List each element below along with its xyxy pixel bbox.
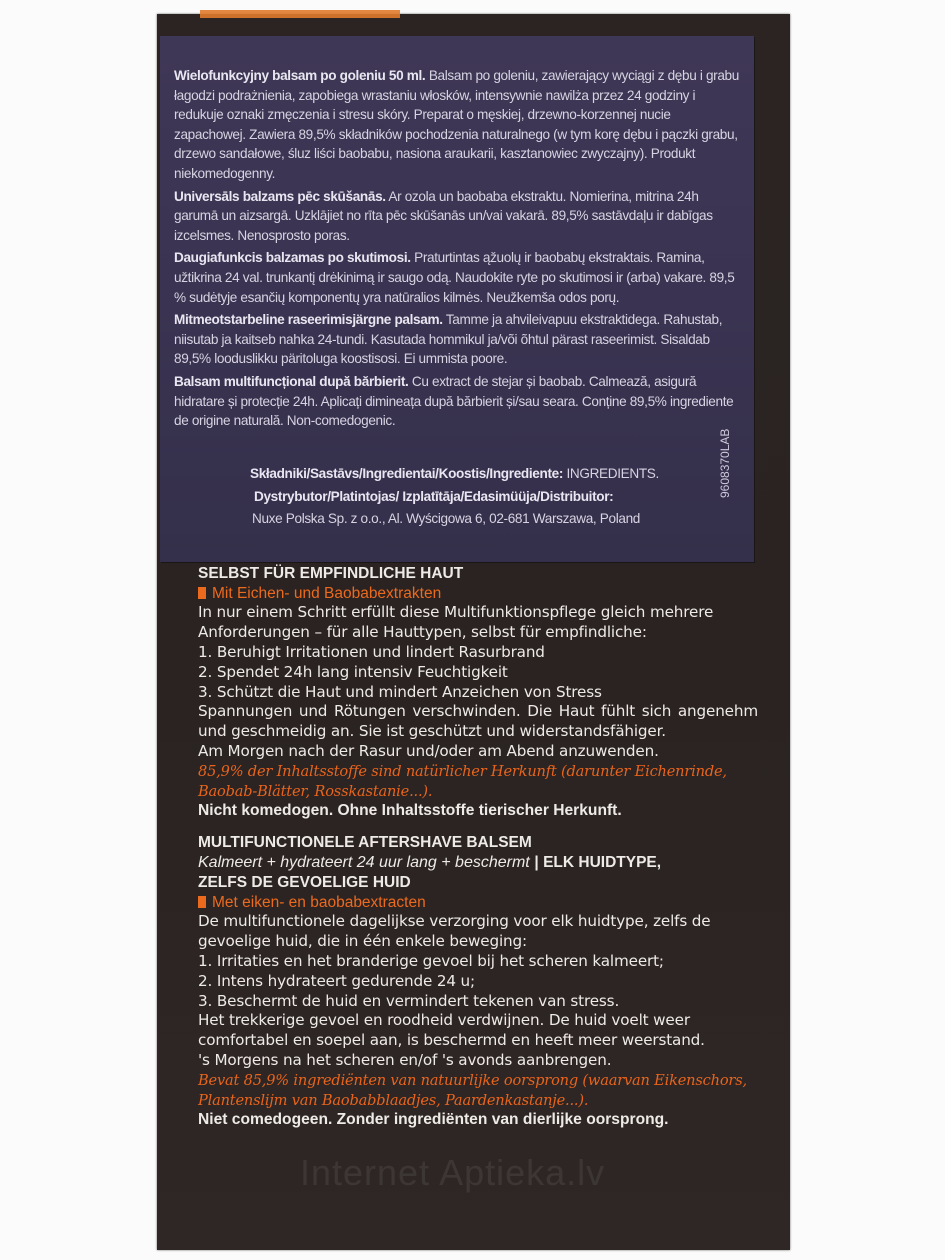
de-natural: 85,9% der Inhaltsstoffe sind natürlicher Herkunft (darunter Eichenrinde, Baobab-Blätter, Rosskastanie...). [198, 762, 727, 800]
de-usage: Am Morgen nach der Rasur und/oder am Abend anzuwenden. [198, 741, 659, 760]
de-item-3: 3. Schützt die Haut und mindert Anzeichen von Stress [198, 682, 602, 701]
sticker-text [174, 66, 740, 434]
de-item-1: 1. Beruhigt Irritationen und lindert Rasurbrand [198, 642, 545, 661]
de-intro: In nur einem Schritt erfüllt diese Multifunktionspflege gleich mehrere Anforderungen – für alle Hauttypen, selbst für empfindliche: [198, 603, 714, 642]
nl-usage: 's Morgens na het scheren en/of 's avonds aanbrengen. [198, 1050, 612, 1069]
nl-item-1: 1. Irritaties en het branderige gevoel bij het scheren kalmeert; [198, 951, 664, 970]
nl-intro: De multifunctionele dagelijkse verzorging voor elk huidtype, zelfs de gevoelige huid, die in één enkele beweging: [198, 912, 711, 951]
de-no-comedo: Nicht komedogen. Ohne Inhaltsstoffe tierischer Herkunft. [198, 802, 622, 820]
nl-body: Het trekkerige gevoel en roodheid verdwijnen. De huid voelt weer comfortabel en soepel aan, is beschermd en heeft meer weerstand. [198, 1011, 705, 1050]
nl-item-2: 2. Intens hydrateert gedurende 24 u; [198, 971, 475, 990]
sticker-lv: Universāls balzams pēc skūšanās. Ar ozola un baobaba ekstraktu. Nomierina, mitrina 24h garumā un aizsargā. Uzklājiet no rīta pēc skūšanās un/vai vakarā. 89,5% sastāvdaļu ir dabīgas izcelsmes. Nenosprosto poras. [174, 188, 713, 243]
de-body: Spannungen und Rötungen verschwinden. Die Haut fühlt sich angenehm und geschmeidig an. Sie ist geschützt und widerstandsfähiger. [198, 702, 758, 741]
distributor-sticker [160, 36, 754, 562]
de-extract-line: Mit Eichen- und Baobabextrakten [198, 584, 758, 604]
sticker-ro: Balsam multifuncțional după bărbierit. Cu extract de stejar și baobab. Calmează, asigură hidratare și protecție 24h. Aplicați dimineața după bărbierit și/sau seara. Conține 89,5% ingrediente de origine naturală. Non-comedogenic. [174, 373, 734, 429]
nl-title: MULTIFUNCTIONELE AFTERSHAVE BALSEM [198, 834, 532, 852]
watermark: Internet Aptieka.lv [300, 1152, 606, 1193]
sticker-distributor-address: Nuxe Polska Sp. z o.o., Al. Wyścigowa 6, 02-681 Warszawa, Poland [252, 511, 641, 527]
sticker-ingredients: Składniki/Sastāvs/Ingredientai/Koostis/Ingrediente: INGREDIENTS. [250, 466, 659, 481]
spacer [198, 821, 758, 833]
nl-item-3: 3. Beschermt de huid en vermindert tekenen van stress. [198, 991, 620, 1010]
nl-natural: Bevat 85,9% ingrediënten van natuurlijke oorsprong (waarvan Eikenschors, Plantenslijm van Baobabblaadjes, Paardenkastanje...). [198, 1071, 747, 1109]
de-item-2: 2. Spendet 24h lang intensiv Feuchtigkeit [198, 662, 508, 681]
sticker-pl: Wielofunkcyjny balsam po goleniu 50 ml. Balsam po goleniu, zawierający wyciągi z dębu i grabu łagodzi podrażnienia, zapobiega wrastaniu włosków, intensywnie nawilża przez 24 godziny i redukuje oznaki zmęczenia i stresu skóry. Preparat o męskiej, drzewno-korzennej nucie zapachowej. Zawiera 89,5% składników pochodzenia naturalnego (w tym korę dębu i pączki grabu, drzewo sandałowe, śluz liści baobabu, nasiona araukarii, kasztanowiec zwyczajny). Produkt niekomedogenny. [174, 68, 739, 181]
sticker-lt: Daugiafunkcis balzamas po skutimosi. Praturtintas ąžuolų ir baobabų ekstraktais. Ramina, užtikrina 24 val. trunkantį drėkinimą ir saugo odą. Naudokite ryte po skutimosi ir (arba) vakare. 89,5 % sudėtyje esančių komponentų yra natūralios kilmės. Neužkemša odos porų. [174, 250, 735, 305]
nl-claims-line: Kalmeert + hydrateert 24 uur lang + beschermt | ELK HUIDTYPE, [198, 853, 662, 871]
nl-no-comedo: Niet comedogeen. Zonder ingrediënten van dierlijke oorsprong. [198, 1111, 669, 1129]
german-dutch-text-block [198, 552, 758, 1130]
orange-square-icon [198, 896, 206, 908]
sticker-distributor-label: Dystrybutor/Platintojas/ Izplatītāja/Edasimüüja/Distribuitor: [254, 488, 614, 504]
sticker-et: Mitmeotstarbeline raseerimisjärgne palsam. Tamme ja ahvileivapuu ekstraktidega. Rahustab, niisutab ja kaitseb nahka 24-tundi. Kasutada hommikul ja/või õhtul pärast raseerimist. Sisaldab 89,5% looduslikku päritoluga koostisosi. Ei ummista poore. [174, 312, 723, 367]
sticker-code: 9608370LAB [718, 428, 732, 498]
de-skin-type: SELBST FÜR EMPFINDLICHE HAUT [198, 564, 464, 582]
nl-skin-type: ZELFS DE GEVOELIGE HUID [198, 873, 411, 891]
orange-top-strip [200, 10, 400, 18]
sticker-distribution [250, 464, 720, 532]
orange-square-icon [198, 587, 206, 599]
nl-extract-line: Met eiken- en baobabextracten [198, 893, 758, 913]
